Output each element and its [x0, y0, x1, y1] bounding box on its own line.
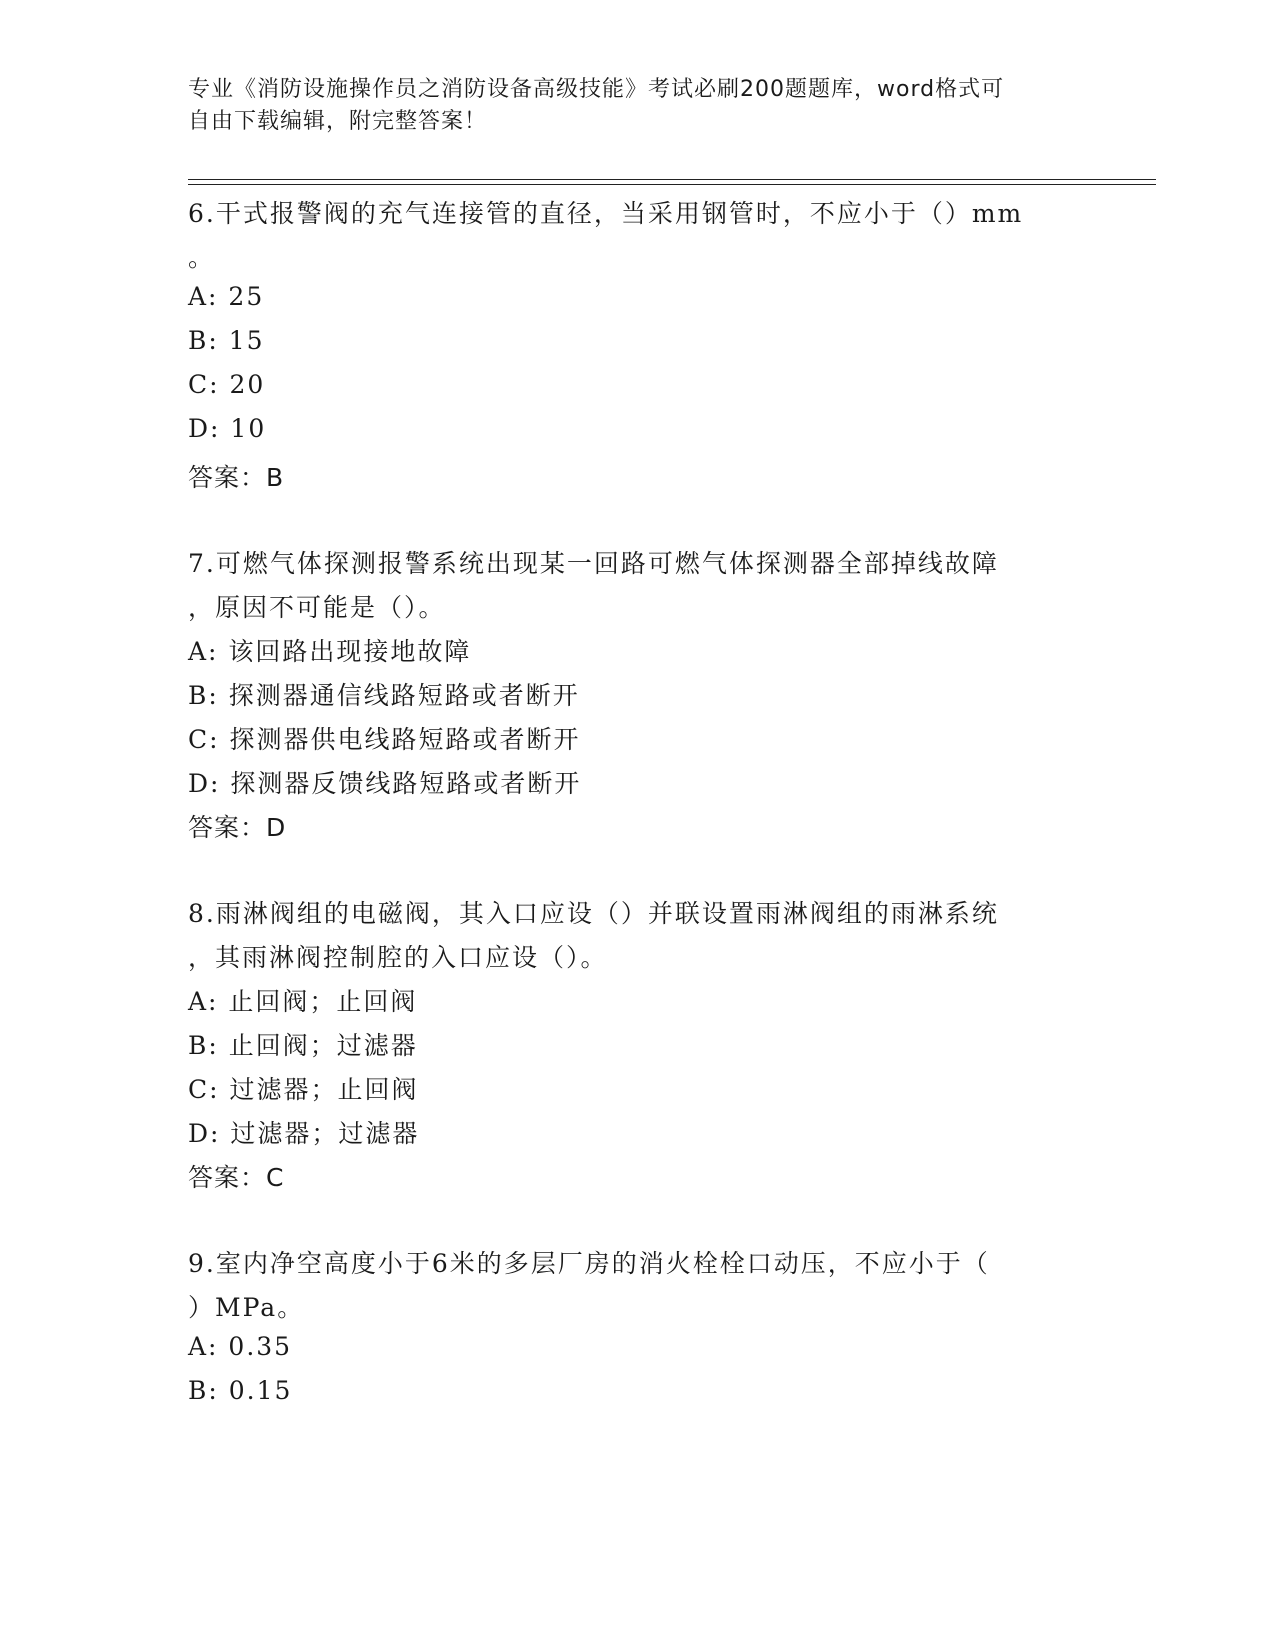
question-9-stem-line-2: ）MPa。	[188, 1293, 305, 1322]
question-9-option-a: A: 0.35	[188, 1332, 293, 1361]
question-7-stem-line-1: 7.可燃气体探测报警系统出现某一回路可燃气体探测器全部掉线故障	[188, 549, 999, 578]
question-8-stem-line-1: 8.雨淋阀组的电磁阀，其入口应设（）并联设置雨淋阀组的雨淋系统	[188, 899, 999, 928]
header-divider-bottom	[188, 184, 1156, 185]
question-8-stem-line-2: ，其雨淋阀控制腔的入口应设（）。	[188, 943, 608, 972]
header-divider-top	[188, 179, 1156, 180]
question-9-stem-line-1: 9.室内净空高度小于6米的多层厂房的消火栓栓口动压，不应小于（	[188, 1249, 990, 1278]
question-8-option-b: B: 止回阀；过滤器	[188, 1031, 418, 1060]
question-8-option-a: A: 止回阀；止回阀	[188, 987, 418, 1016]
question-6-answer: 答案：B	[188, 463, 285, 492]
header-line-2: 自由下载编辑，附完整答案！	[188, 109, 488, 134]
question-6-option-d: D: 10	[188, 414, 267, 443]
question-7-option-d: D: 探测器反馈线路短路或者断开	[188, 769, 582, 798]
question-6-option-a: A: 25	[188, 282, 265, 311]
question-7-option-c: C: 探测器供电线路短路或者断开	[188, 725, 581, 754]
question-6-stem-line-2: 。	[188, 243, 216, 272]
question-7-option-a: A: 该回路出现接地故障	[188, 637, 472, 666]
question-9-option-b: B: 0.15	[188, 1376, 293, 1405]
document-header	[188, 74, 1068, 138]
question-6-option-b: B: 15	[188, 326, 265, 355]
question-8-option-d: D: 过滤器；过滤器	[188, 1119, 420, 1148]
question-6-option-c: C: 20	[188, 370, 266, 399]
question-8-answer: 答案：C	[188, 1163, 285, 1192]
question-7-answer: 答案：D	[188, 813, 287, 842]
question-8-option-c: C: 过滤器；止回阀	[188, 1075, 419, 1104]
question-6-stem-line-1: 6.干式报警阀的充气连接管的直径，当采用钢管时，不应小于（）mm	[188, 199, 1024, 228]
header-line-1: 专业《消防设施操作员之消防设备高级技能》考试必刷200题题库，word格式可	[188, 77, 1005, 102]
question-7-option-b: B: 探测器通信线路短路或者断开	[188, 681, 580, 710]
question-7-stem-line-2: ，原因不可能是（）。	[188, 593, 446, 622]
